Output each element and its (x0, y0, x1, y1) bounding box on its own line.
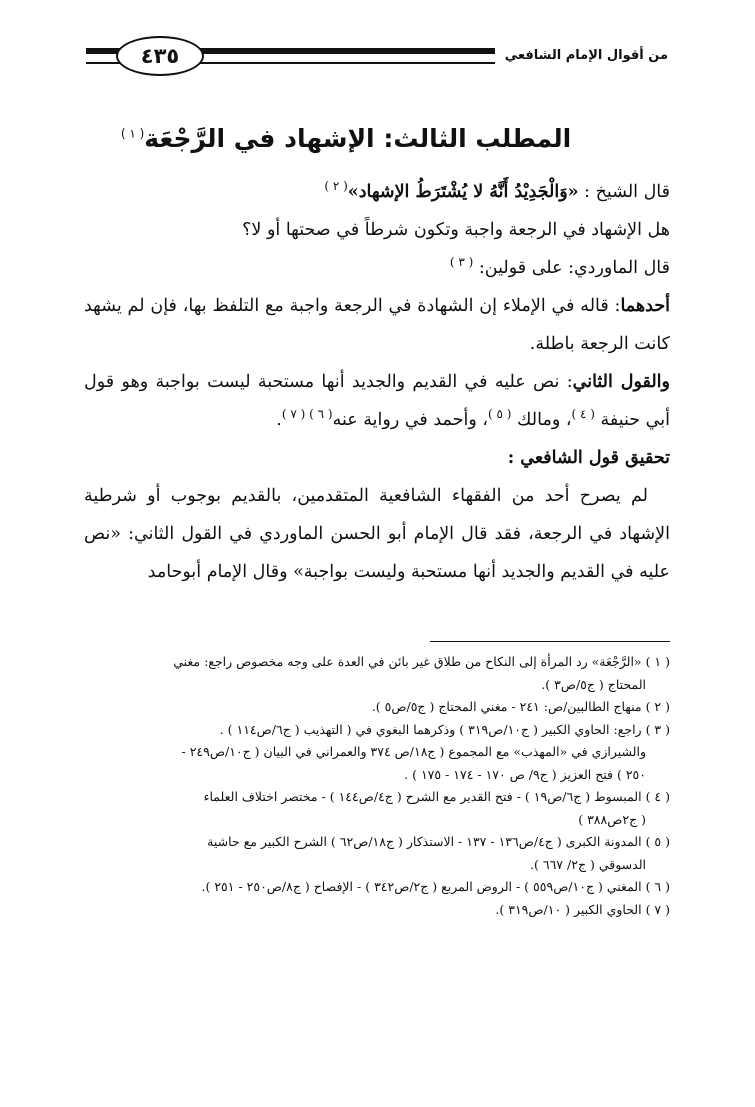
footnote-ref-5: ( ٥ ) (488, 407, 512, 422)
running-title: من أقوال الإمام الشافعي (495, 44, 672, 68)
footnote-1 (84, 651, 670, 696)
footnote-2 (84, 696, 670, 719)
footnote-separator (430, 641, 670, 642)
footnote-text-cont-2: ٢٥٠ ) فتح العزيز ( ج٩/ ص ١٧٠ - ١٧٤ - ١٧٥ ) . (404, 766, 646, 782)
body-text (84, 173, 670, 591)
footnote-text: منهاج الطالبين/ص: ٢٤١ - مغني المحتاج ( ج٥/ص٥ ). (371, 699, 642, 714)
paragraph-second-view (84, 363, 670, 439)
footnote-ref-6-7: ( ٦ ) ( ٧ ) (281, 407, 333, 422)
footnote-6 (84, 876, 670, 899)
subheading-tahqiq: تحقيق قول الشافعي : (507, 448, 670, 468)
footnote-text: المدونة الكبرى ( ج٤/ص١٣٦ - ١٣٧ - الاستذكار ( ج١٨/ص٦٢ ) الشرح الكبير مع حاشية (207, 834, 642, 849)
footnote-text-cont: المحتاج ( ج٥/ص٣ ). (541, 676, 646, 692)
footnote-ref-4: ( ٤ ) (571, 407, 595, 422)
footnote-text-cont: ( ج٢ص٣٨٨ ) (578, 811, 646, 827)
page-number: ٤٣٥ (116, 36, 204, 76)
footnote-text: «الرَّجْعَة» رد المرأة إلى النكاح من طلاق غير بائن في العدة على وجه مخصوص راجع: مغني (173, 654, 642, 669)
footnote-text: راجع: الحاوي الكبير ( ج١٠/ص٣١٩ ) وذكرهما البغوي في ( التهذيب ( ج٦/ص١١٤ ) . (219, 721, 642, 737)
footnote-number: ( ٣ ) (645, 721, 670, 737)
footnote-7 (84, 899, 670, 922)
second-view-lead: والقول الثاني (572, 372, 670, 392)
footnote-text-cont: الدسوقي ( ج٢/ ٦٦٧ ). (530, 856, 646, 872)
footnote-text-cont: والشيرازي في «المهذب» مع المجموع ( ج١٨/ص ٣٧٤ والعمراني في البيان ( ج١٠/ص٢٤٩ - (181, 744, 646, 759)
first-view-lead: أحدهما (620, 296, 670, 316)
paragraph-first-view (84, 287, 670, 363)
footnote-number: ( ٤ ) (645, 789, 670, 804)
footnote-5 (84, 831, 670, 876)
quoted-text: «وَالْجَدِيْدُ أَنَّهُ لا يُشْتَرَطُ الإشهاد» (347, 182, 579, 202)
footnote-number: ( ٢ ) (645, 699, 670, 714)
footnote-3 (84, 719, 670, 787)
footnote-text: الحاوي الكبير ( ١٠/ص٣١٩ ). (495, 901, 642, 917)
footnote-ref-3: ( ٣ ) (449, 255, 474, 270)
paragraph-tahqiq: لم يصرح أحد من الفقهاء الشافعية المتقدمين، بالقديم بوجوب أو شرطية الإشهاد في الرجعة، فقد قال الإمام أبو الحسن الماوردي في القول الثاني: «نص عليه في القديم والجديد أنها مستحبة وليست بواجبة» وقال الإمام أبوحامد (84, 486, 670, 582)
second-view-text-b: ، ومالك (511, 410, 572, 430)
paragraph-shaykh (84, 173, 670, 211)
footnotes (84, 651, 670, 921)
paragraph-mawardi (84, 249, 670, 287)
footnote-text: المغني ( ج١٠/ص٥٥٩ ) - الروض المربع ( ج٢/ص٣٤٢ ) - الإفصاح ( ج٨/ص٢٥٠ - ٢٥١ ). (201, 879, 642, 894)
footnote-number: ( ١ ) (645, 654, 670, 669)
paragraph-text: قال الماوردي: على قولين: (473, 258, 670, 278)
first-view-text: : قاله في الإملاء إن الشهادة في الرجعة واجبة مع التلفظ بها، فإن لم يشهد كانت الرجعة باطلة. (84, 296, 670, 354)
footnote-number: ( ٥ ) (645, 834, 670, 849)
page-header (86, 36, 672, 80)
second-view-text-c: ، وأحمد في رواية عنه (332, 410, 489, 430)
footnote-number: ( ٧ ) (645, 901, 670, 917)
paragraph-lead: قال الشيخ : (578, 182, 670, 202)
second-view-end: . (276, 410, 282, 430)
footnote-text: المبسوط ( ج٦/ص١٩ ) - فتح القدير مع الشرح ( ج٤/ص١٤٤ ) - مختصر اختلاف العلماء (203, 789, 642, 804)
footnote-ref-2: ( ٢ ) (324, 179, 348, 194)
section-title-text: المطلب الثالث: الإشهاد في الرَّجْعَة (144, 124, 572, 153)
second-view-text-a: : نص عليه في القديم والجديد أنها مستحبة ليست بواجبة وهو قول أبي حنيفة (84, 372, 670, 430)
section-title (86, 116, 606, 162)
footnote-4 (84, 786, 670, 831)
footnote-ref-1: ( ١ ) (120, 126, 145, 141)
footnote-number: ( ٦ ) (645, 879, 670, 894)
paragraph-question: هل الإشهاد في الرجعة واجبة وتكون شرطاً في صحتها أو لا؟ (242, 220, 670, 240)
